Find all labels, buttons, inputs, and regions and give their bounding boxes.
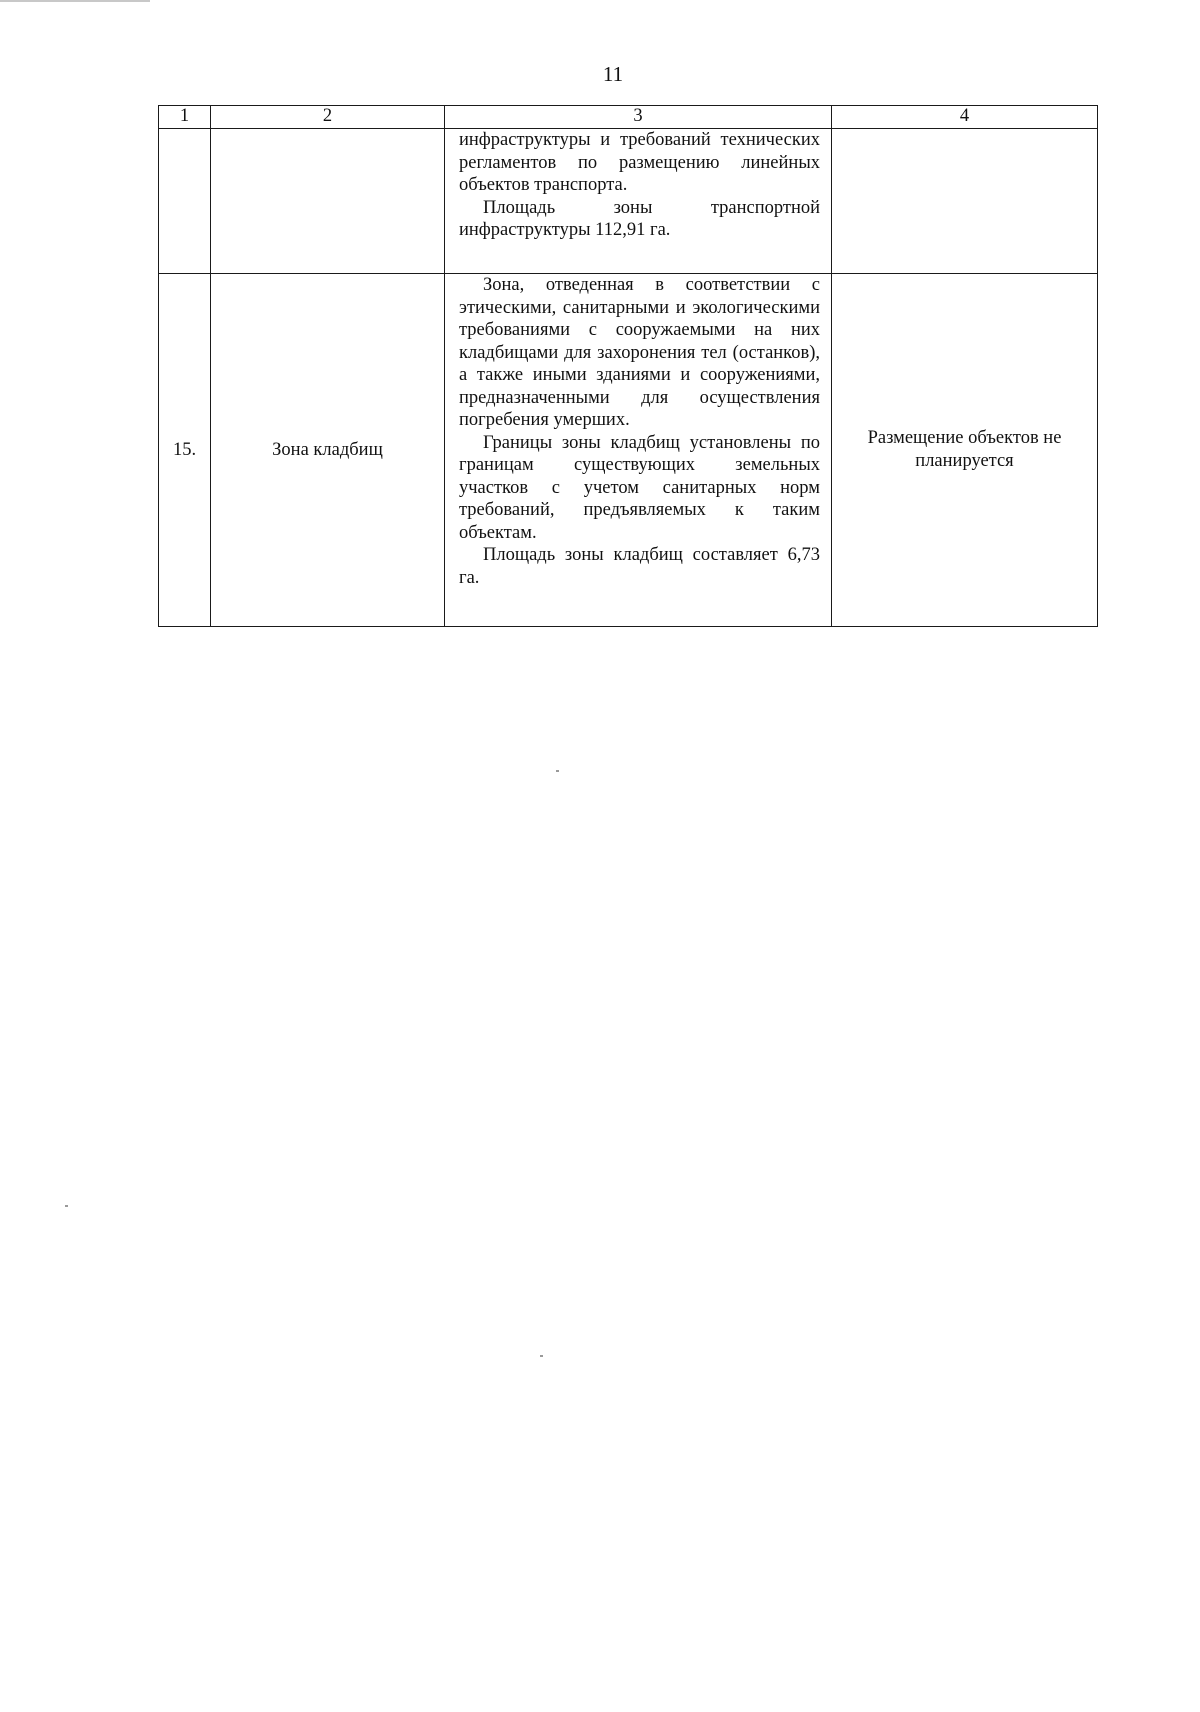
cemetery-boundaries-paragraph: Границы зоны кладбищ установлены по границам существующих земельных участков с учетом санитарных норм требований, предъявляемых к таким объектам.	[459, 432, 820, 543]
scan-speck	[0, 0, 150, 2]
header-cell-2: 2	[211, 106, 445, 129]
scan-speck	[65, 1205, 68, 1207]
row-continued-number-cell	[159, 129, 211, 274]
zones-table	[158, 105, 1098, 627]
transport-requirements-paragraph: инфраструктуры и требований технических регламентов по размещению линейных объектов транспорта.	[459, 130, 820, 195]
page-number: 11	[602, 62, 624, 86]
row-15-number: 15.	[159, 274, 211, 627]
scan-speck	[540, 1355, 543, 1357]
row-15-description-cell	[445, 274, 832, 627]
table-header-row	[159, 106, 1098, 129]
row-continued-description-cell	[445, 129, 832, 274]
table-row-15	[159, 274, 1098, 627]
row-continued-placement-cell	[832, 129, 1098, 274]
row-continued-zone-cell	[211, 129, 445, 274]
cemetery-area-paragraph: Площадь зоны кладбищ составляет 6,73 га.	[459, 545, 820, 588]
row-15-placement-cell	[832, 274, 1098, 627]
row-15-zone-name: Зона кладбищ	[211, 274, 445, 627]
scan-speck	[556, 770, 559, 772]
header-cell-3: 3	[445, 106, 832, 129]
transport-area-paragraph: Площадь зоны транспортной инфраструктуры 112,91 га.	[459, 197, 820, 240]
row-15-placement-text: Размещение объектов не планируется	[867, 428, 1062, 471]
header-cell-4: 4	[832, 106, 1098, 129]
cemetery-definition-paragraph: Зона, отведенная в соответствии с этическими, санитарными и экологическими требованиями с сооружаемыми на них кладбищами для захоронения тел (останков), а также иными зданиями и сооружениями, предназначенными для осуществления погребения умерших.	[459, 275, 820, 430]
table-row-continued	[159, 129, 1098, 274]
header-cell-1: 1	[159, 106, 211, 129]
